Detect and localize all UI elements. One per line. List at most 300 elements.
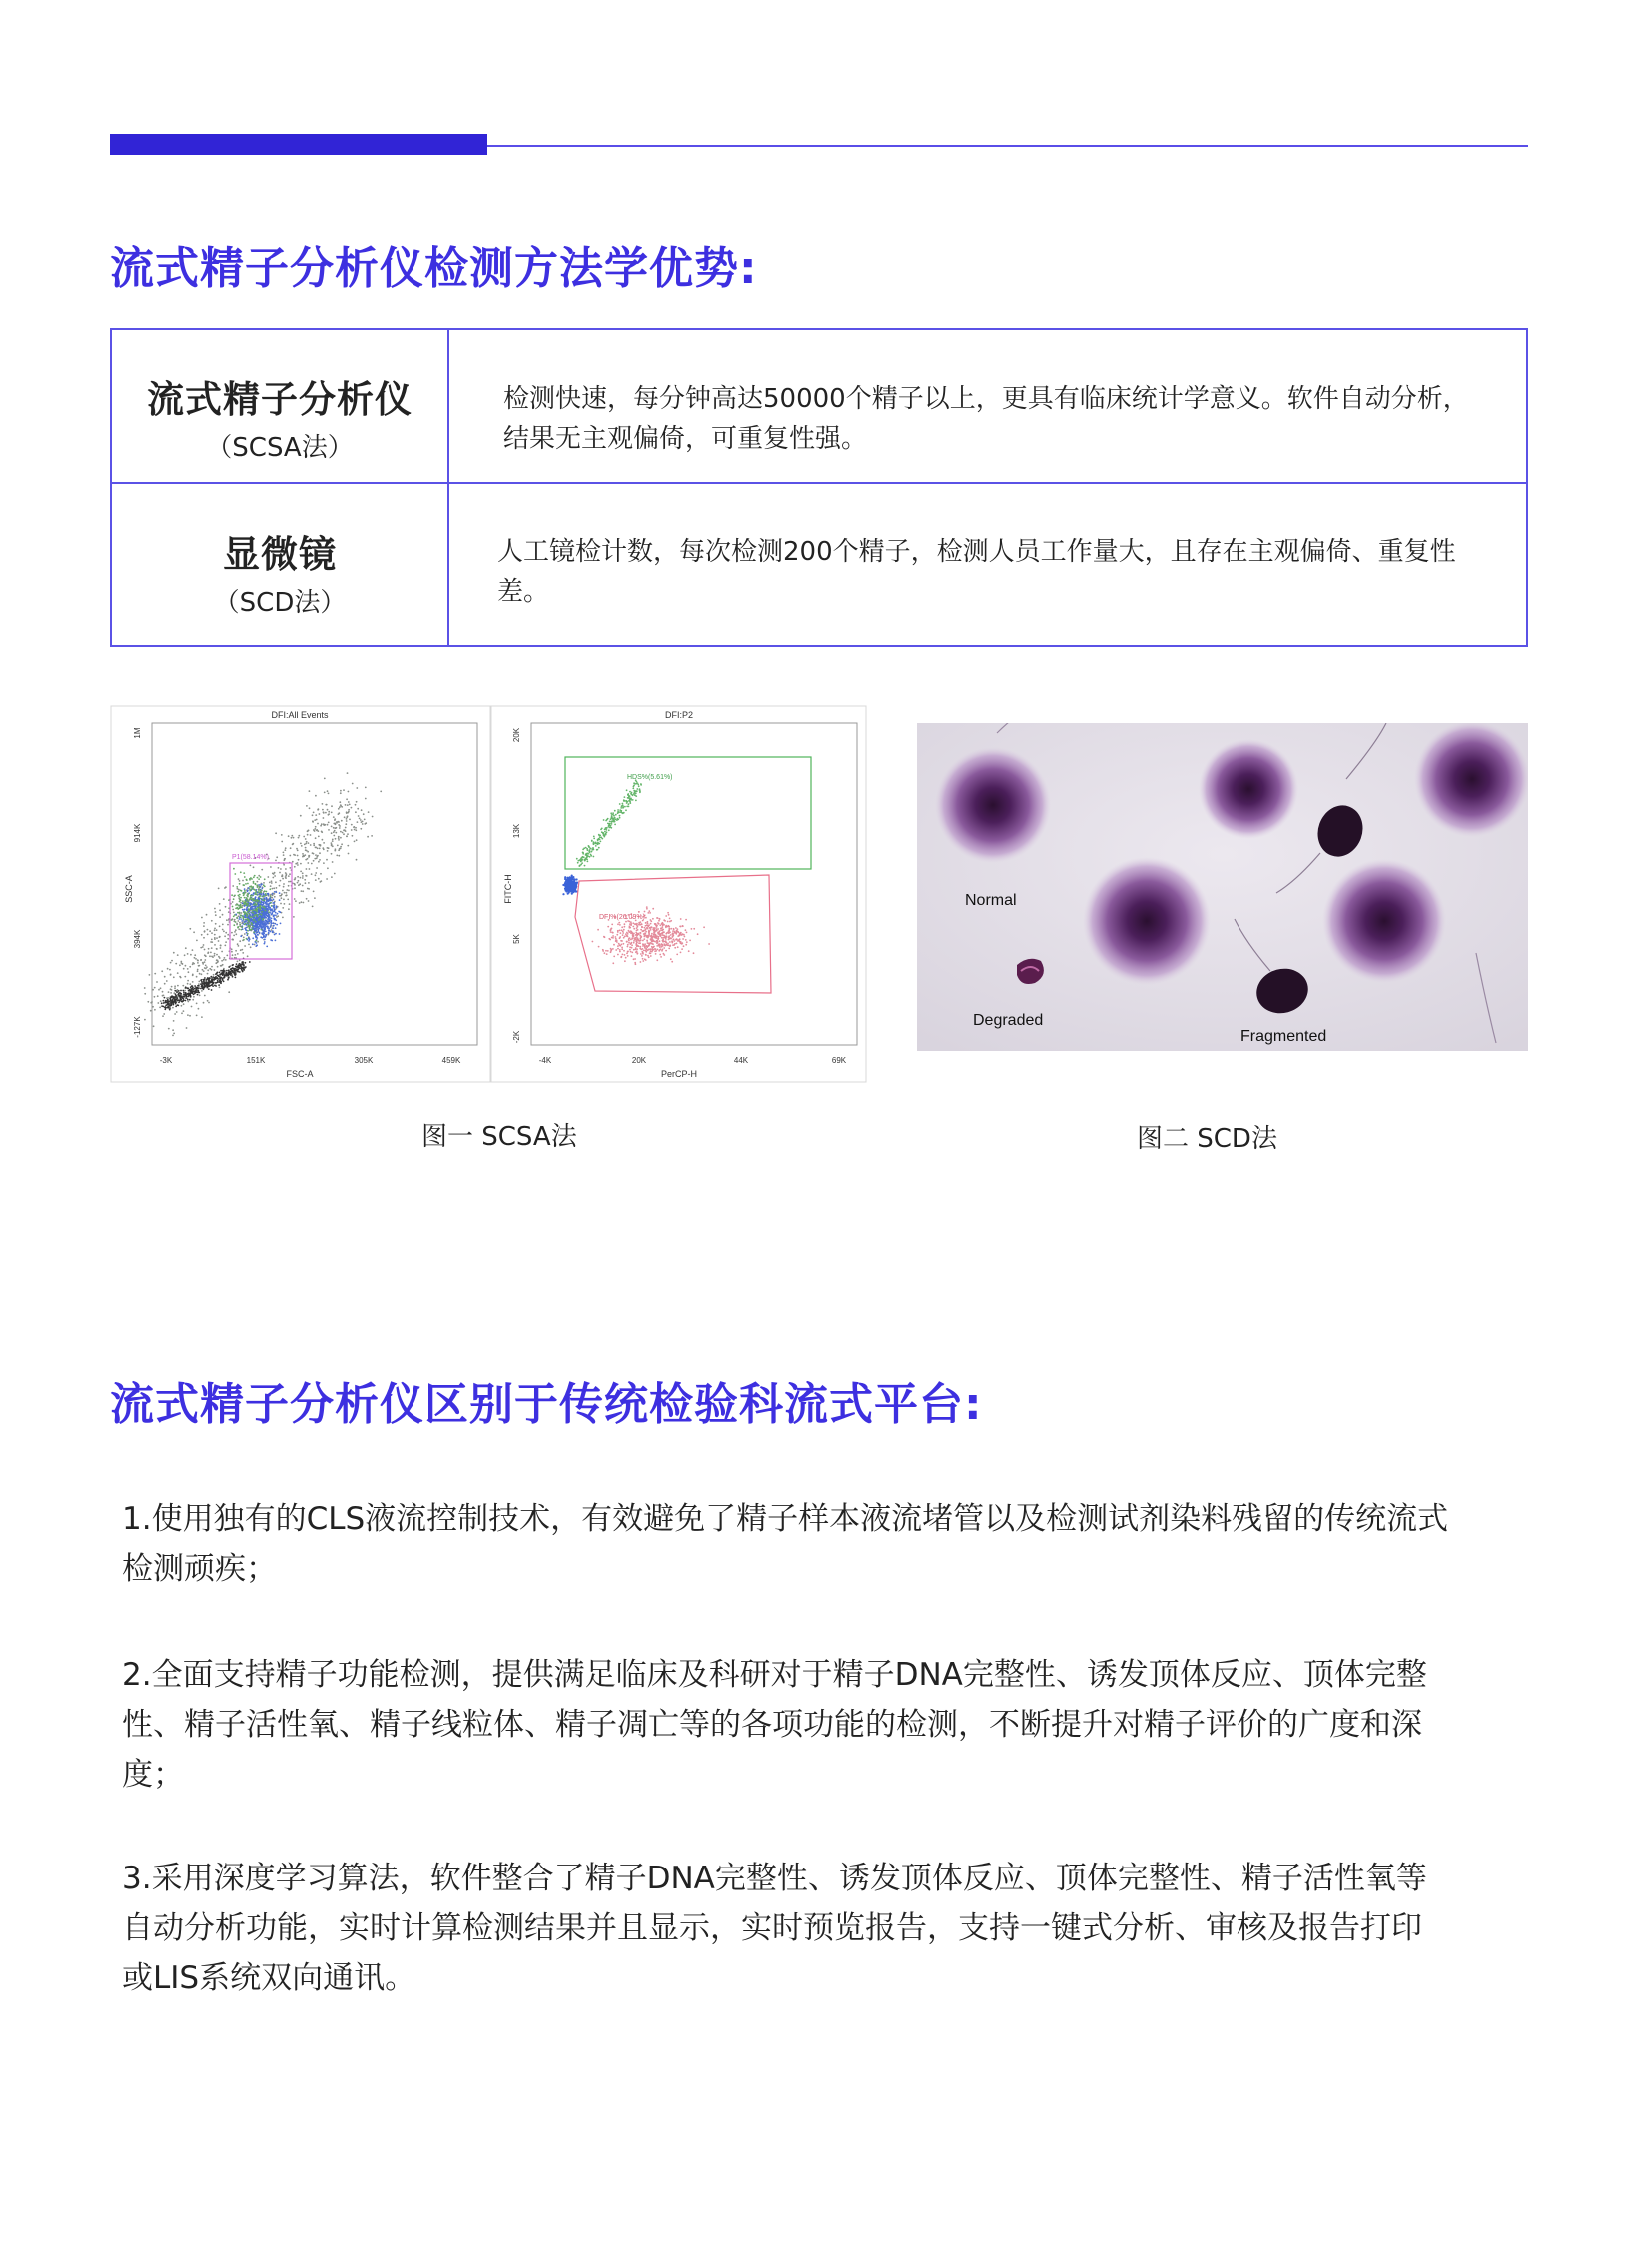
scatter-dot — [703, 926, 705, 928]
scatter-dot — [629, 937, 631, 939]
scatter-dot — [328, 813, 330, 815]
scatter-dot — [643, 930, 645, 932]
scatter-dot — [269, 882, 271, 884]
scatter-dot — [300, 815, 302, 817]
scatter-dot — [305, 859, 307, 861]
scatter-dot — [261, 929, 263, 931]
scatter-dot — [258, 891, 260, 893]
scatter-dot — [638, 945, 640, 947]
scatter-dot — [218, 956, 220, 958]
scatter-dot — [686, 932, 688, 934]
scatter-dot — [187, 983, 189, 985]
scatter-dot — [197, 960, 199, 962]
scatter-dot — [660, 956, 662, 958]
scatter-dot — [265, 917, 267, 919]
scatter-dot — [249, 938, 251, 940]
scatter-dot — [658, 934, 660, 936]
scatter-dot — [658, 930, 660, 932]
scatter-dot — [248, 944, 250, 946]
method-name: 显微镜 — [223, 533, 337, 576]
gate-dfi-label: DFI%(26.09%) — [599, 914, 645, 921]
scatter-dot — [331, 853, 333, 855]
tick-label: 151K — [246, 1056, 266, 1065]
scatter-dot — [214, 969, 216, 971]
scatter-dot — [663, 924, 665, 926]
scatter-dot — [367, 836, 369, 838]
scatter-dot — [209, 955, 211, 957]
scatter-dot — [182, 1000, 184, 1002]
scatter-dot — [673, 929, 675, 931]
scatter-dot — [152, 989, 154, 991]
scatter-dot — [242, 961, 244, 963]
scatter-dot — [262, 906, 264, 908]
scatter-dot — [236, 963, 238, 965]
scatter-dot — [217, 966, 219, 968]
scatter-dot — [326, 859, 328, 861]
scatter-dot — [351, 829, 353, 831]
scatter-dot — [315, 847, 317, 849]
scatter-dot — [154, 1009, 156, 1011]
scatter-dot — [334, 819, 336, 821]
scatter-dot — [271, 923, 273, 925]
tick-label: 13K — [512, 823, 521, 839]
scatter-dot — [270, 896, 272, 898]
scatter-dot — [348, 809, 350, 811]
scatter-dot — [653, 933, 655, 935]
scatter-dot — [322, 803, 324, 805]
scatter-dot — [174, 1013, 176, 1015]
scatter-dot — [198, 987, 200, 989]
scatter-dot — [315, 814, 317, 816]
method-name: 流式精子分析仪 — [147, 378, 413, 421]
scatter-dot — [219, 986, 221, 988]
scatter-dot — [619, 817, 621, 819]
scatter-dot — [648, 910, 650, 912]
scatter-dot — [203, 987, 205, 989]
scatter-dot — [275, 940, 277, 942]
scatter-dot — [636, 945, 638, 947]
scatter-dot — [362, 821, 364, 823]
scatter-dot — [347, 772, 349, 774]
scatter-dot — [196, 940, 198, 942]
scatter-dot — [291, 835, 293, 837]
scatter-dot — [641, 923, 643, 925]
scatter-dot — [219, 916, 221, 918]
scatter-dot — [341, 806, 343, 808]
scatter-dot — [296, 848, 298, 850]
scatter-dot — [219, 936, 221, 938]
scatter-dot — [243, 969, 245, 971]
scatter-dot — [613, 817, 615, 819]
scatter-dot — [322, 809, 324, 811]
scatter-dot — [222, 929, 224, 931]
scatter-dot — [633, 934, 635, 936]
scatter-dot — [204, 949, 206, 951]
scatter-dot — [279, 892, 281, 894]
scatter-dot — [348, 801, 350, 803]
scatter-dot — [208, 980, 210, 982]
scatter-dot — [255, 927, 257, 929]
scatter-dot — [634, 794, 636, 796]
scatter-dot — [271, 908, 273, 910]
scatter-dot — [617, 818, 619, 820]
scatter-dot — [676, 943, 678, 945]
scatter-dot — [667, 921, 669, 923]
scatter-dot — [290, 881, 292, 883]
scatter-dot — [310, 844, 312, 846]
scatter-dot — [187, 993, 189, 995]
scatter-dot — [282, 890, 284, 892]
scatter-dot — [257, 884, 259, 886]
scatter-dot — [356, 859, 358, 861]
scatter-dot — [650, 948, 652, 950]
scatter-dot — [609, 821, 611, 823]
scatter-dot — [657, 917, 659, 919]
scatter-dot — [328, 829, 330, 831]
scatter-dot — [184, 990, 186, 992]
scatter-dot — [188, 996, 190, 998]
scatter-dot — [264, 890, 266, 892]
scatter-dot — [194, 985, 196, 987]
scatter-dot — [207, 952, 209, 954]
scatter-dot — [650, 927, 652, 929]
scatter-dot — [183, 968, 185, 970]
scatter-dot — [144, 1019, 146, 1021]
scatter-dot — [188, 971, 190, 973]
scatter-dot — [333, 835, 335, 837]
scatter-dot — [284, 849, 286, 851]
scatter-dot — [218, 888, 220, 890]
scatter-dot — [294, 884, 296, 886]
scatter-dot — [346, 835, 348, 837]
scatter-dot — [229, 972, 231, 974]
scatter-dot — [253, 904, 255, 906]
scatter-dot — [635, 800, 637, 802]
scatter-dot — [232, 901, 234, 903]
scatter-dot — [234, 914, 236, 916]
scatter-dot — [340, 792, 342, 794]
scatter-dot — [298, 837, 300, 839]
scatter-dot — [576, 878, 578, 880]
scatter-dot — [183, 1010, 185, 1012]
method-description: 检测快速，每分钟高达50000个精子以上，更具有临床统计学意义。软件自动分析，结果无主观偏倚，可重复性强。 — [503, 384, 1469, 454]
scatter-dot — [629, 799, 631, 801]
scatter-dot — [302, 885, 304, 887]
scatter-dot — [258, 884, 260, 886]
scatter-dot — [691, 928, 693, 930]
scatter-dot — [346, 798, 348, 800]
scatter-dot — [221, 951, 223, 953]
scatter-dot — [633, 790, 635, 792]
scatter-dot — [659, 918, 661, 920]
scatter-dot — [233, 912, 235, 914]
scatter-dot — [598, 946, 600, 948]
scatter-dot — [302, 877, 304, 879]
scatter-dot — [215, 914, 217, 916]
scatter-dot — [299, 902, 301, 904]
scatter-dot — [693, 928, 695, 930]
scatter-dot — [297, 876, 299, 878]
scatter-dot — [239, 940, 241, 942]
scatter-dot — [647, 949, 649, 951]
scatter-dot — [645, 948, 647, 950]
scatter-dot — [288, 875, 290, 877]
scatter-dot — [359, 818, 361, 820]
scatter-dot — [307, 834, 309, 836]
scatter-dot — [338, 837, 340, 839]
scatter-dot — [628, 798, 630, 800]
scatter-dot — [610, 825, 612, 827]
scatter-dot — [346, 820, 348, 822]
scatter-dot — [306, 868, 308, 870]
scatter-dot — [338, 821, 340, 823]
scatter-dot — [646, 906, 648, 908]
scatter-dot — [650, 935, 652, 937]
tick-label: 44K — [733, 1056, 749, 1065]
scatter-dot — [156, 981, 158, 983]
scatter-dot — [242, 900, 244, 902]
scatter-dot — [245, 883, 247, 885]
scatter-dot — [273, 906, 275, 908]
scatter-dot — [645, 931, 647, 933]
scatter-dot — [203, 937, 205, 939]
scatter-dot — [610, 827, 612, 829]
scatter-dot — [626, 800, 628, 802]
scatter-dot — [215, 923, 217, 925]
scatter-dot — [203, 980, 205, 982]
scatter-dot — [294, 898, 296, 900]
scatter-dot — [298, 835, 300, 837]
scatter-dot — [211, 966, 213, 968]
scatter-dot — [657, 932, 659, 934]
scatter-dot — [252, 926, 254, 928]
scatter-dot — [611, 817, 613, 819]
scatter-dot — [334, 823, 336, 825]
scatter-dot — [305, 882, 307, 884]
scatter-dot — [175, 1006, 177, 1008]
scatter-dot — [628, 942, 630, 944]
scatter-dot — [153, 1025, 155, 1027]
scatter-dot — [207, 969, 209, 971]
scatter-dot — [261, 914, 263, 916]
scatter-dot — [244, 876, 246, 878]
scatter-dot — [320, 844, 322, 846]
scatter-dot — [351, 807, 353, 809]
scatter-dot — [338, 824, 340, 826]
scatter-dot — [272, 931, 274, 933]
scatter-dot — [313, 853, 315, 855]
scatter-dot — [187, 1001, 189, 1003]
scatter-dot — [211, 920, 213, 922]
scatter-dot — [249, 961, 251, 963]
scatter-dot — [250, 865, 252, 867]
scatter-dot — [262, 899, 264, 901]
scatter-dot — [244, 921, 246, 923]
scatter-dot — [266, 899, 268, 901]
scatter-dot — [180, 993, 182, 995]
scatter-dot — [372, 816, 374, 818]
scatter-dot — [204, 977, 206, 979]
scatter-dot — [246, 907, 248, 909]
scatter-dot — [250, 896, 252, 898]
scatter-dot — [232, 971, 234, 973]
scatter-dot — [585, 847, 587, 849]
scatter-dot — [226, 919, 228, 921]
scatter-dot — [302, 853, 304, 855]
scatter-dot — [270, 900, 272, 902]
scatter-dot — [654, 930, 656, 932]
scatter-dot — [246, 897, 248, 899]
scatter-dot — [242, 880, 244, 882]
scatter-dot — [259, 913, 261, 915]
scatter-dot — [256, 914, 258, 916]
scatter-dot — [630, 943, 632, 945]
scatter-dot — [236, 917, 238, 919]
scatter-dot — [357, 808, 359, 810]
scatter-dot — [263, 918, 265, 920]
scatter-dot — [249, 886, 251, 888]
scatter-dot — [630, 799, 632, 801]
scatter-dot — [599, 835, 601, 837]
scatter-dot — [206, 914, 208, 916]
scatter-dot — [234, 919, 236, 921]
scatter-dot — [199, 973, 201, 975]
scatter-dot — [645, 950, 647, 952]
scatter-dot — [312, 814, 314, 816]
scatter-dot — [320, 873, 322, 875]
scatter-dot — [645, 959, 647, 961]
scatter-dot — [657, 949, 659, 951]
scatter-dot — [218, 984, 220, 986]
scatter-dot — [269, 888, 271, 890]
scatter-dot — [179, 964, 181, 966]
scatter-dot — [207, 934, 209, 936]
scatter-dot — [219, 909, 221, 911]
scatter-dot — [257, 916, 259, 918]
scatter-dot — [202, 969, 204, 971]
scatter-dot — [674, 943, 676, 945]
scatter-dot — [284, 903, 286, 905]
tick-label: 1M — [133, 727, 142, 739]
scatter-dot — [573, 884, 575, 886]
sperm-halo — [1414, 723, 1528, 837]
scatter-dot — [178, 1001, 180, 1003]
scatter-dot — [219, 972, 221, 974]
scatter-dot — [567, 893, 569, 895]
scatter-dot — [266, 946, 268, 948]
scatter-dot — [189, 999, 191, 1001]
scatter-dot — [569, 876, 571, 878]
scatter-dot — [222, 914, 224, 916]
scatter-dot — [675, 933, 677, 935]
scatter-dot — [261, 889, 263, 891]
scatter-dot — [255, 904, 257, 906]
scatter-dot — [192, 989, 194, 991]
scatter-dot — [181, 963, 183, 965]
scatter-dot — [258, 919, 260, 921]
scatter-dot — [231, 951, 233, 953]
scatter-dot — [238, 945, 240, 947]
scatter-dot — [270, 866, 272, 868]
scatter-dot — [356, 839, 358, 841]
scatter-dot — [656, 945, 658, 947]
scatter-dot — [284, 858, 286, 860]
scatter-dot — [613, 944, 615, 946]
scatter-dot — [259, 932, 261, 934]
scatter-dot — [298, 880, 300, 882]
scatter-dot — [643, 950, 645, 952]
scatter-dot — [194, 993, 196, 995]
scatter-dot — [202, 979, 204, 981]
scatter-dot — [588, 845, 590, 847]
scatter-dot — [244, 888, 246, 890]
scatter-dot — [261, 926, 263, 928]
scatter-dot — [262, 902, 264, 904]
scatter-dot — [244, 967, 246, 969]
scatter-dot — [215, 962, 217, 964]
scatter-dot — [272, 893, 274, 895]
scatter-dot — [179, 995, 181, 997]
scatter-dot — [239, 907, 241, 909]
scatter-dot — [274, 919, 276, 921]
scatter-dot — [219, 925, 221, 927]
scatter-dot — [274, 891, 276, 893]
scatter-dot — [627, 933, 629, 935]
scatter-dot — [268, 906, 270, 908]
scatter-dot — [636, 950, 638, 952]
scatter-dot — [340, 846, 342, 848]
scatter-dot — [321, 831, 323, 833]
scatter-dot — [154, 987, 156, 989]
scatter-dot — [605, 833, 607, 835]
scatter-dot — [308, 842, 310, 844]
list-item: 1.使用独有的CLS液流控制技术，有效避免了精子样本液流堵管以及检测试剂染料残留的传统流式检测顽疾； — [122, 1501, 1449, 1587]
scatter-dot — [625, 957, 627, 959]
scatter-dot — [603, 936, 605, 938]
scatter-dot — [253, 889, 255, 891]
scatter-dot — [645, 917, 647, 919]
scatter-dot — [682, 925, 684, 927]
scatter-dot — [216, 937, 218, 939]
scatter-dot — [646, 946, 648, 948]
scatter-dot — [233, 898, 235, 900]
scatter-dot — [255, 891, 257, 893]
scatter-dot — [617, 812, 619, 814]
scatter-dot — [338, 808, 340, 810]
scatter-dot — [216, 954, 218, 956]
scatter-dot — [668, 936, 670, 938]
scatter-dot — [679, 926, 681, 928]
scatter-dot — [178, 990, 180, 992]
scatter-dot — [246, 927, 248, 929]
scatter-dot — [634, 939, 636, 941]
scatter-dot — [180, 961, 182, 963]
scatter-dot — [601, 828, 603, 830]
scatter-dot — [171, 986, 173, 988]
scatter-dot — [197, 970, 199, 972]
scatter-dot — [317, 855, 319, 857]
scatter-dot — [639, 946, 641, 948]
scatter-dot — [181, 1005, 183, 1007]
scatter-dot — [622, 806, 624, 808]
scatter-dot — [214, 944, 216, 946]
scatter-dot — [269, 908, 271, 910]
scatter-dot — [238, 918, 240, 920]
scatter-dot — [315, 795, 317, 797]
scatter-dot — [211, 939, 213, 941]
scatter-dot — [650, 929, 652, 931]
scatter-dot — [237, 888, 239, 890]
